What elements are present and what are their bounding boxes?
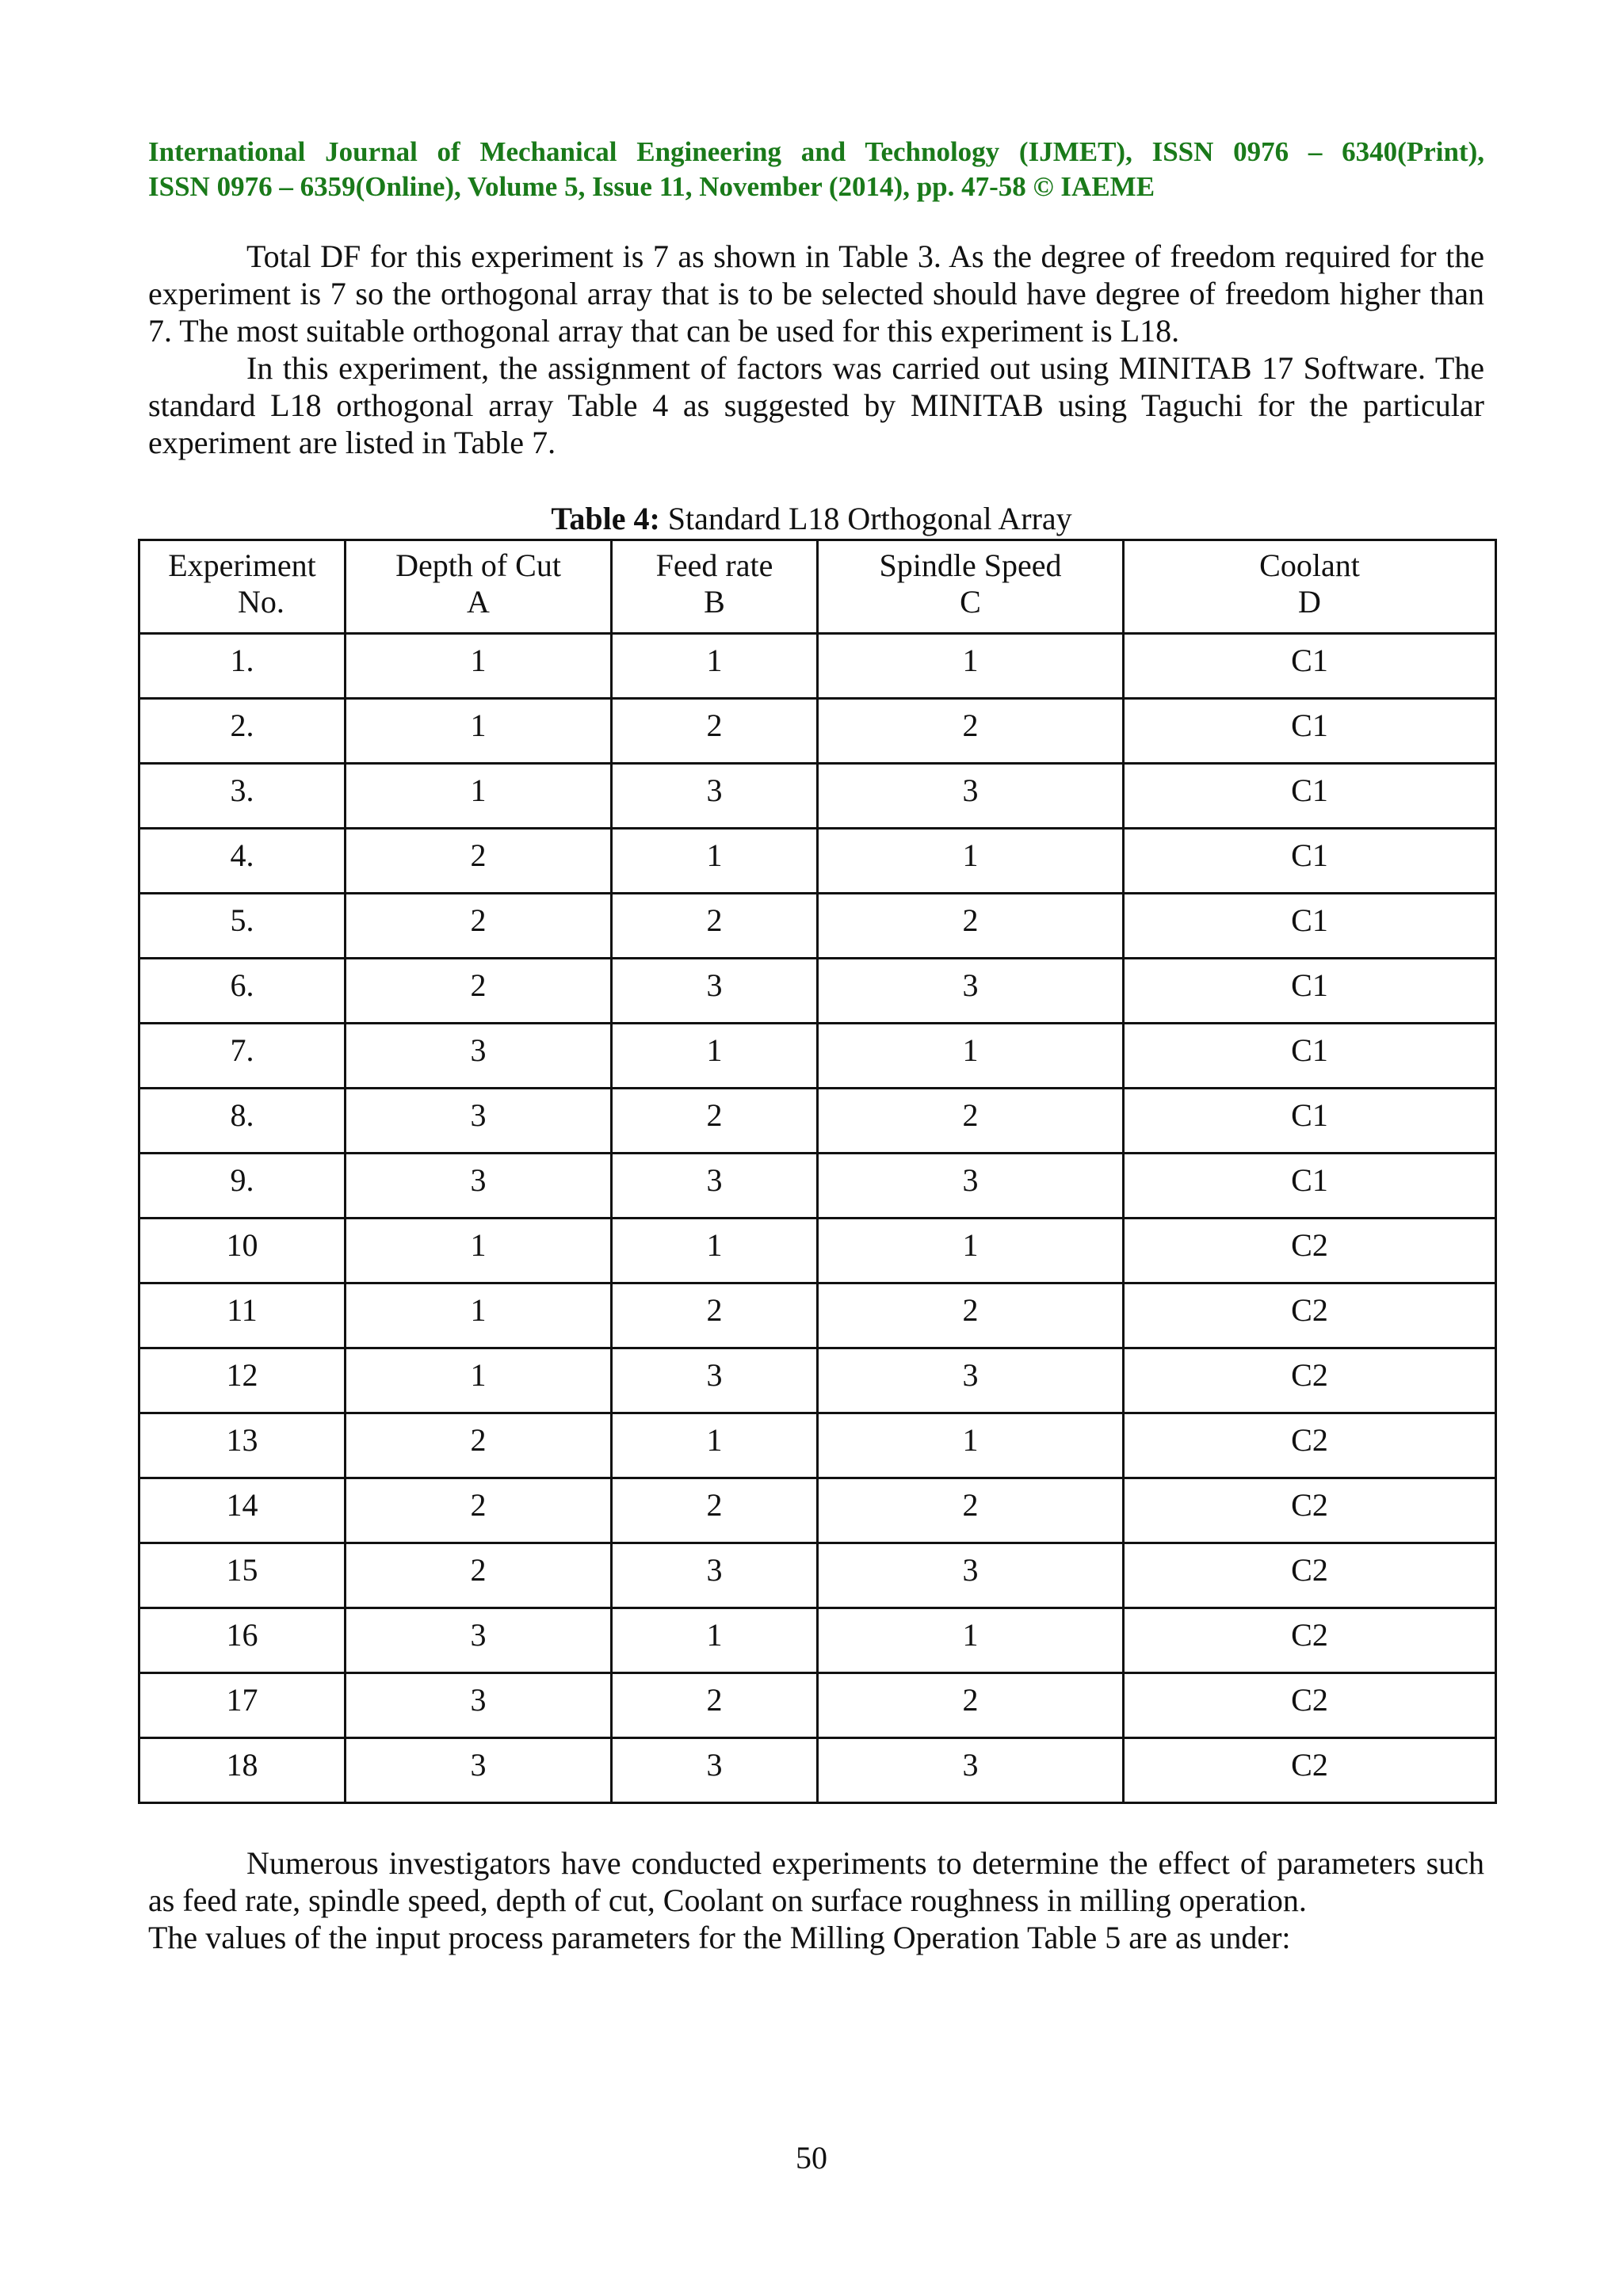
table-row bbox=[139, 829, 1496, 894]
table-cell: 2 bbox=[818, 1283, 1124, 1348]
table-cell: 2 bbox=[346, 959, 612, 1024]
table-cell: 2 bbox=[346, 1543, 612, 1608]
table-cell: 14 bbox=[139, 1478, 346, 1543]
journal-header-line-2: ISSN 0976 – 6359(Online), Volume 5, Issue 11, November (2014), pp. 47-58 © IAEME bbox=[148, 171, 1155, 202]
table-cell: C1 bbox=[1124, 959, 1496, 1024]
table-cell: 2 bbox=[346, 894, 612, 959]
table-row bbox=[139, 894, 1496, 959]
table-cell: 3 bbox=[346, 1024, 612, 1089]
table-cell: 2 bbox=[346, 1478, 612, 1543]
table-cell: 3 bbox=[346, 1673, 612, 1738]
table-cell: 3 bbox=[818, 1348, 1124, 1413]
table-body bbox=[139, 634, 1496, 1803]
table-cell: 1 bbox=[818, 829, 1124, 894]
table-cell: 1. bbox=[139, 634, 346, 699]
table-cell: 2 bbox=[818, 1089, 1124, 1154]
table-cell: 2 bbox=[818, 699, 1124, 764]
table-cell: 3 bbox=[818, 764, 1124, 829]
table-row bbox=[139, 1738, 1496, 1803]
table-caption bbox=[0, 501, 1623, 537]
table-cell: C1 bbox=[1124, 699, 1496, 764]
table-cell: 13 bbox=[139, 1413, 346, 1478]
table-cell: 2 bbox=[612, 1673, 818, 1738]
table-cell: 3 bbox=[346, 1738, 612, 1803]
intro-paragraph-2: In this experiment, the assignment of factors was carried out using MINITAB 17 Software. The standard L18 orthogonal array Table 4 as suggested by MINITAB using Taguchi for the particular experiment are listed in Table 7. bbox=[148, 350, 1484, 460]
table-cell: C1 bbox=[1124, 764, 1496, 829]
journal-header bbox=[148, 135, 1484, 204]
table-cell: 3 bbox=[612, 1543, 818, 1608]
table-cell: 1 bbox=[612, 1219, 818, 1283]
table-cell: 2 bbox=[612, 894, 818, 959]
table-row bbox=[139, 1608, 1496, 1673]
table-cell: 3 bbox=[612, 1154, 818, 1219]
table-caption-label: Table 4: bbox=[551, 501, 660, 536]
table-cell: C2 bbox=[1124, 1543, 1496, 1608]
table-cell: 3 bbox=[612, 959, 818, 1024]
intro-paragraph-1: Total DF for this experiment is 7 as shown in Table 3. As the degree of freedom required for the experiment is 7 so the orthogonal array that is to be selected should have degree of freedom higher than 7. The most suitable orthogonal array that can be used for this experiment is L18. bbox=[148, 238, 1484, 349]
table-row bbox=[139, 634, 1496, 699]
table-cell: 8. bbox=[139, 1089, 346, 1154]
table-cell: 1 bbox=[818, 1608, 1124, 1673]
l18-orthogonal-array-table bbox=[138, 539, 1497, 1804]
journal-header-line-1: International Journal of Mechanical Engineering and Technology (IJMET), ISSN 0976 – 6340(Print), bbox=[148, 136, 1484, 167]
table-row bbox=[139, 1413, 1496, 1478]
table-cell: 1 bbox=[346, 699, 612, 764]
table-cell: 3 bbox=[612, 1348, 818, 1413]
table-cell: 12 bbox=[139, 1348, 346, 1413]
table-cell: 3 bbox=[346, 1154, 612, 1219]
table-cell: C2 bbox=[1124, 1608, 1496, 1673]
table-cell: 1 bbox=[818, 1413, 1124, 1478]
outro-paragraph-1: Numerous investigators have conducted experiments to determine the effect of parameters such as feed rate, spindle speed, depth of cut, Coolant on surface roughness in milling operation. bbox=[148, 1845, 1484, 1918]
table-cell: 3 bbox=[818, 1543, 1124, 1608]
table-cell: 3 bbox=[346, 1608, 612, 1673]
table-cell: 11 bbox=[139, 1283, 346, 1348]
table-cell: 1 bbox=[612, 1413, 818, 1478]
table-cell: 2 bbox=[818, 1478, 1124, 1543]
table-cell: 5. bbox=[139, 894, 346, 959]
table-cell: C1 bbox=[1124, 1024, 1496, 1089]
header-feed-rate: Feed rate B bbox=[612, 540, 818, 634]
table-cell: 1 bbox=[346, 764, 612, 829]
table-cell: 2 bbox=[612, 1283, 818, 1348]
table-header-row bbox=[139, 540, 1496, 634]
table-cell: 15 bbox=[139, 1543, 346, 1608]
table-cell: 3 bbox=[612, 1738, 818, 1803]
table-cell: 2 bbox=[818, 894, 1124, 959]
table-cell: 3 bbox=[346, 1089, 612, 1154]
table-row bbox=[139, 1024, 1496, 1089]
table-cell: 2 bbox=[612, 1478, 818, 1543]
table-cell: 1 bbox=[346, 634, 612, 699]
table-cell: C1 bbox=[1124, 1089, 1496, 1154]
table-cell: C1 bbox=[1124, 829, 1496, 894]
table-cell: 1 bbox=[346, 1348, 612, 1413]
header-experiment-no: Experiment No. bbox=[139, 540, 346, 634]
header-spindle-speed: Spindle Speed C bbox=[818, 540, 1124, 634]
table-row bbox=[139, 1283, 1496, 1348]
table-cell: 2 bbox=[346, 1413, 612, 1478]
table-caption-text: Standard L18 Orthogonal Array bbox=[659, 501, 1072, 536]
table-row bbox=[139, 1219, 1496, 1283]
table-cell: 2. bbox=[139, 699, 346, 764]
table-row bbox=[139, 699, 1496, 764]
table-cell: 1 bbox=[612, 1024, 818, 1089]
table-cell: 1 bbox=[612, 634, 818, 699]
table-cell: C1 bbox=[1124, 894, 1496, 959]
table-cell: C2 bbox=[1124, 1738, 1496, 1803]
table-cell: C2 bbox=[1124, 1673, 1496, 1738]
header-coolant: Coolant D bbox=[1124, 540, 1496, 634]
table-cell: 1 bbox=[818, 634, 1124, 699]
table-row bbox=[139, 1089, 1496, 1154]
table-row bbox=[139, 1673, 1496, 1738]
outro-paragraph-2: The values of the input process parameters for the Milling Operation Table 5 are as under: bbox=[148, 1920, 1291, 1955]
table-cell: C2 bbox=[1124, 1219, 1496, 1283]
table-cell: C2 bbox=[1124, 1413, 1496, 1478]
table-row bbox=[139, 1348, 1496, 1413]
table-cell: 2 bbox=[818, 1673, 1124, 1738]
table-cell: 7. bbox=[139, 1024, 346, 1089]
header-depth-of-cut: Depth of Cut A bbox=[346, 540, 612, 634]
table-cell: 1 bbox=[818, 1024, 1124, 1089]
table-row bbox=[139, 959, 1496, 1024]
table-cell: 6. bbox=[139, 959, 346, 1024]
table-row bbox=[139, 1543, 1496, 1608]
table-cell: 9. bbox=[139, 1154, 346, 1219]
page-number: 50 bbox=[796, 2140, 827, 2176]
outro-text bbox=[148, 1844, 1484, 1956]
table-cell: C1 bbox=[1124, 1154, 1496, 1219]
table-cell: 3 bbox=[612, 764, 818, 829]
table-cell: 3 bbox=[818, 959, 1124, 1024]
table-row bbox=[139, 764, 1496, 829]
table-cell: C1 bbox=[1124, 634, 1496, 699]
table-cell: C2 bbox=[1124, 1283, 1496, 1348]
table-cell: 2 bbox=[612, 1089, 818, 1154]
table-cell: 2 bbox=[612, 699, 818, 764]
table-cell: 18 bbox=[139, 1738, 346, 1803]
table-cell: C2 bbox=[1124, 1478, 1496, 1543]
table-cell: 1 bbox=[346, 1219, 612, 1283]
table-cell: 16 bbox=[139, 1608, 346, 1673]
table-cell: 2 bbox=[346, 829, 612, 894]
table-cell: 1 bbox=[612, 829, 818, 894]
table-cell: 17 bbox=[139, 1673, 346, 1738]
table-row bbox=[139, 1154, 1496, 1219]
table-cell: 3 bbox=[818, 1738, 1124, 1803]
table-cell: 10 bbox=[139, 1219, 346, 1283]
table-cell: 1 bbox=[346, 1283, 612, 1348]
table-cell: 4. bbox=[139, 829, 346, 894]
intro-text bbox=[148, 238, 1484, 461]
table-cell: C2 bbox=[1124, 1348, 1496, 1413]
table-cell: 1 bbox=[612, 1608, 818, 1673]
table-row bbox=[139, 1478, 1496, 1543]
table-cell: 1 bbox=[818, 1219, 1124, 1283]
table-cell: 3 bbox=[818, 1154, 1124, 1219]
table-cell: 3. bbox=[139, 764, 346, 829]
